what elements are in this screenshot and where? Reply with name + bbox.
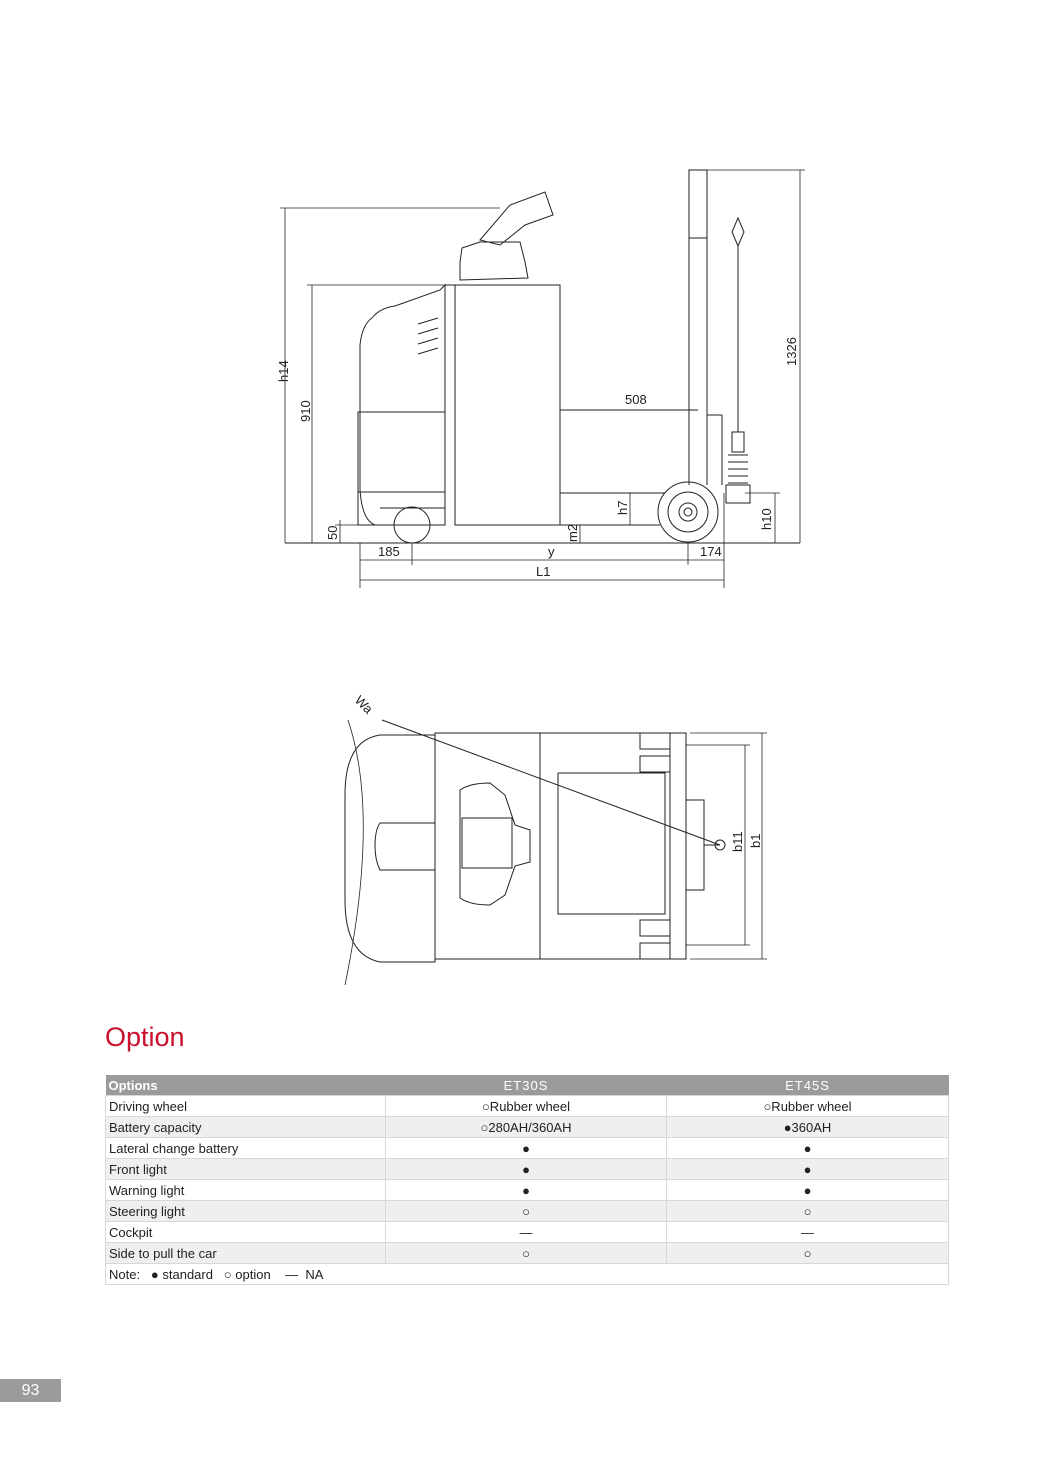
dim-y: y [548,544,555,559]
table-row: Battery capacity ○280AH/360AH ●360AH [106,1117,949,1138]
dim-L1: L1 [536,564,551,579]
table-header [106,1075,949,1096]
dim-h10: h10 [759,508,774,530]
top-view-tractor [345,720,767,985]
table-row: Cockpit — — [106,1222,949,1243]
page-number: 93 [0,1379,61,1402]
dim-185: 185 [378,544,400,559]
dim-b11: b11 [730,831,745,852]
option-title: Option [105,1022,185,1052]
dim-174: 174 [700,544,722,559]
table-row: Side to pull the car ○ ○ [106,1243,949,1264]
header-options: Options [106,1075,386,1096]
dim-50: 50 [325,525,340,540]
dim-910: 910 [298,400,313,422]
table-row: Front light ● ● [106,1159,949,1180]
table-row: Driving wheel ○Rubber wheel ○Rubber wheel [106,1096,949,1117]
table-note-row [106,1264,949,1285]
dim-508: 508 [625,392,647,407]
side-view-tractor [285,170,800,543]
dim-h7: h7 [615,500,630,515]
table-row: Steering light ○ ○ [106,1201,949,1222]
dim-1326: 1326 [784,337,799,366]
dim-b1: b1 [748,833,763,848]
options-table [105,1075,949,1285]
dim-wa: Wa [351,692,376,717]
header-et45s: ET45S [667,1075,949,1096]
header-et30s: ET30S [386,1075,667,1096]
table-note: Note: ● standard ○ option — NA [106,1264,949,1285]
table-row: Warning light ● ● [106,1180,949,1201]
dim-h14: h14 [276,360,291,382]
table-row: Lateral change battery ● ● [106,1138,949,1159]
dim-m2: m2 [565,523,580,542]
